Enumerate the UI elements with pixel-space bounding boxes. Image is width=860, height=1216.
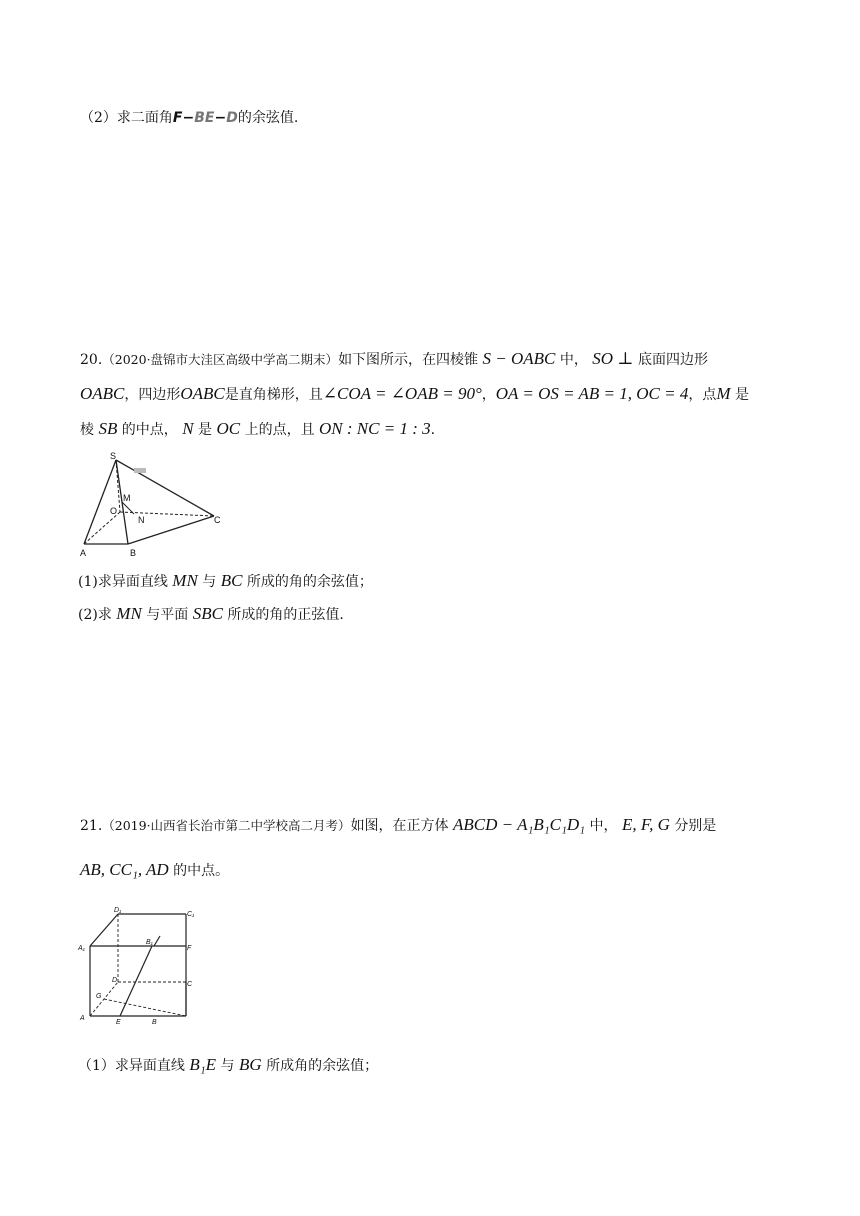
q20-pyramid: S − OABC	[482, 349, 556, 368]
q20-text: 与	[202, 574, 217, 590]
label-d: D	[112, 977, 118, 984]
q19-part2-suffix: 的余弦值.	[237, 110, 299, 126]
q21-part1-prefix: （1）求异面直线	[78, 1058, 185, 1074]
q20-line2	[80, 384, 749, 405]
label-c: C	[214, 515, 221, 525]
q20-text: 底面四边形	[637, 352, 708, 368]
q19-math-dash-2: −	[214, 110, 227, 126]
q20-part1-mn: MN	[172, 571, 198, 590]
q19-part2-prefix: （2）求二面角	[80, 110, 173, 126]
q20-text: 是直角梯形，且	[224, 387, 323, 403]
label-f: F	[187, 945, 192, 952]
q20-part2-mn: MN	[116, 604, 142, 623]
q20-text: 棱	[80, 422, 94, 438]
q20-pyramid-figure	[76, 448, 236, 560]
q19-math-f: F	[172, 110, 183, 126]
label-c1: C₁	[187, 911, 195, 918]
q20-perp: ⊥	[617, 349, 634, 368]
q20-point-n: N	[182, 419, 194, 438]
q20-number: 20.	[80, 352, 103, 368]
label-b: B	[130, 548, 137, 558]
label-e: E	[116, 1019, 121, 1026]
q21-efg: E, F, G	[622, 815, 670, 834]
q21-part1-b1e: B₁E	[189, 1055, 217, 1074]
q19-math-dash: −	[182, 110, 195, 126]
q21-text: 的中点。	[173, 863, 230, 879]
q20-part1	[78, 571, 373, 592]
q20-point-m: M	[716, 384, 731, 403]
edge-b1-front-top	[154, 936, 160, 946]
q20-text: ，四边形	[124, 387, 181, 403]
q20-line1	[80, 349, 708, 370]
q20-text: 上的点，且	[244, 422, 315, 438]
q20-text: .	[430, 422, 436, 438]
q20-so: SO	[592, 349, 614, 368]
q20-source: （2020·盘锦市大洼区高级中学高二期末）	[102, 352, 339, 367]
q21-line1	[80, 815, 716, 836]
segment-gb	[104, 999, 186, 1016]
label-c: C	[187, 981, 193, 988]
q20-oabc: OABC	[180, 384, 225, 403]
q20-sb: SB	[98, 419, 118, 438]
q21-line2	[80, 860, 229, 881]
edge-sa	[84, 460, 116, 544]
label-b1: B₁	[146, 939, 153, 946]
q20-ratio: ON : NC = 1 : 3	[319, 419, 431, 438]
label-a1: A₁	[78, 945, 85, 952]
scan-artifact	[134, 468, 146, 473]
q21-cube-figure	[76, 904, 200, 1026]
q21-midpoints: AB, CC₁, AD	[80, 860, 169, 879]
q20-text: ，	[481, 387, 496, 403]
q21-number: 21.	[80, 818, 103, 834]
q20-part2-suffix: 所成的角的正弦值.	[227, 607, 344, 623]
edge-sc	[116, 460, 214, 516]
q20-lengths: OA = OS = AB = 1, OC = 4	[495, 384, 689, 403]
q19-math-be: BE	[194, 110, 215, 126]
q21-part1-suffix: 所成角的余弦值；	[266, 1058, 379, 1074]
q21-part1-bg: BG	[238, 1055, 262, 1074]
q20-part2-sbc: SBC	[192, 604, 223, 623]
q20-oabc: OABC	[80, 384, 125, 403]
q21-cube: ABCD − A₁B₁C₁D₁	[453, 815, 586, 834]
edge-a1d1	[90, 914, 118, 946]
label-o: O	[110, 506, 118, 516]
q20-text: 的中点，	[121, 422, 178, 438]
q20-text: 是	[198, 422, 213, 438]
q20-text: 是	[734, 387, 749, 403]
q21-source: （2019·山西省长治市第二中学校高二月考）	[102, 818, 351, 833]
q20-text: ，点	[688, 387, 717, 403]
label-g: G	[96, 993, 102, 1000]
edge-oc	[120, 512, 214, 516]
label-a: A	[80, 1015, 85, 1022]
label-d1: D₁	[114, 907, 122, 914]
q21-text: 如图，在正方体	[350, 818, 449, 834]
label-a: A	[80, 548, 87, 558]
q21-text: 与	[220, 1058, 235, 1074]
label-n: N	[138, 515, 145, 525]
q20-oc: OC	[216, 419, 241, 438]
q20-part1-suffix: 所成的角的余弦值；	[246, 574, 373, 590]
q20-text: 与平面	[146, 607, 189, 623]
q20-part2-prefix: (2)求	[78, 607, 112, 623]
q21-text: 分别是	[674, 818, 717, 834]
q21-text: 中，	[589, 818, 618, 834]
label-m: M	[123, 493, 131, 503]
label-s: S	[110, 451, 117, 461]
q20-text: 如下图所示，在四棱锥	[338, 352, 479, 368]
q20-line3	[80, 419, 435, 440]
q19-math-d: D	[226, 110, 238, 126]
q20-part1-prefix: (1)求异面直线	[78, 574, 168, 590]
label-b: B	[152, 1019, 157, 1026]
q19-part2	[80, 108, 298, 128]
q20-part1-bc: BC	[220, 571, 243, 590]
q20-part2	[78, 604, 344, 625]
q20-angles: ∠COA = ∠OAB = 90°	[322, 384, 482, 403]
q20-text: 中，	[559, 352, 588, 368]
q21-part1	[78, 1055, 378, 1076]
